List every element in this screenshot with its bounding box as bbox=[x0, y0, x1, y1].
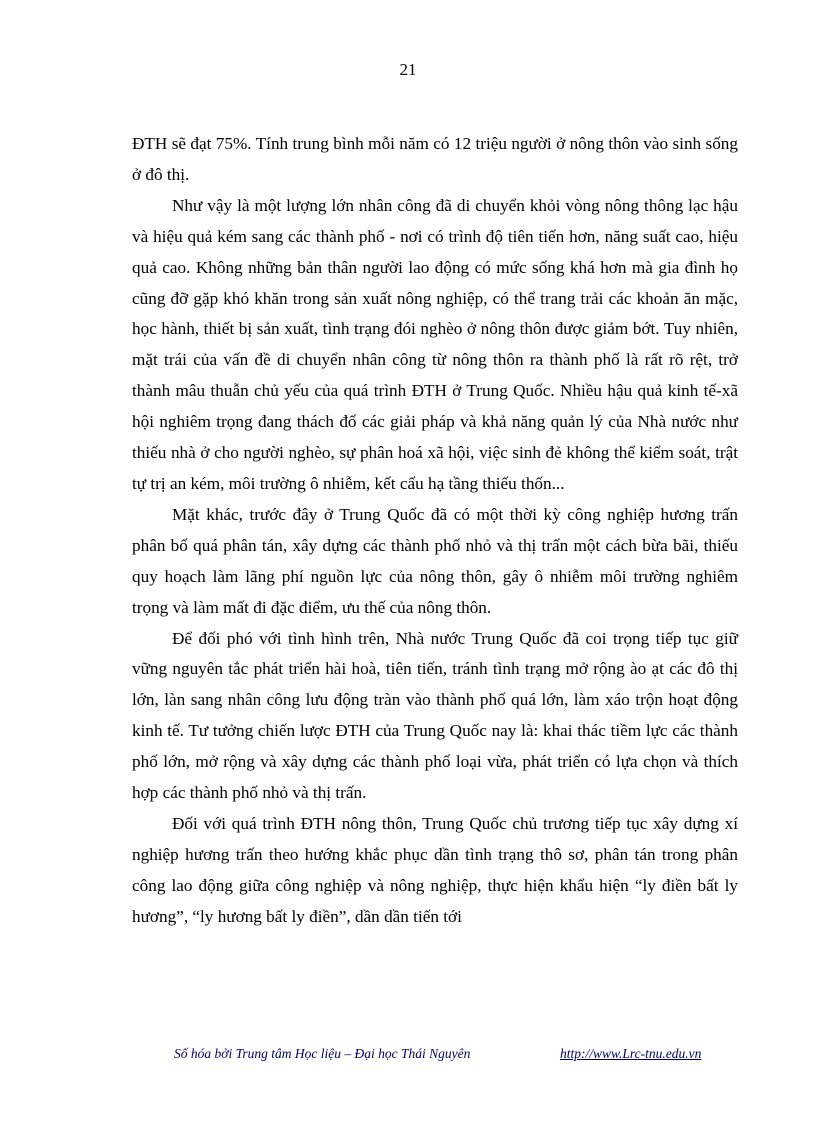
footer-link[interactable]: http://www.Lrc-tnu.edu.vn bbox=[560, 1046, 702, 1061]
paragraph-continuation: ĐTH sẽ đạt 75%. Tính trung bình mỗi năm có 12 triệu người ở nông thôn vào sinh sống ở đô thị. bbox=[132, 134, 738, 184]
page-number: 21 bbox=[399, 60, 417, 79]
paragraph: Như vậy là một lượng lớn nhân công đã di chuyển khỏi vòng nông thông lạc hậu và hiệu quả kém sang các thành phố - nơi có trình độ tiên tiến hơn, năng suất cao, hiệu quả cao. Không những bản thân người lao động có mức sống khá hơn mà gia đình họ cũng đỡ gặp khó khăn trong sản xuất nông nghiệp, có thể trang trải các khoản ăn mặc, học hành, thiết bị sản xuất, tình trạng đói nghèo ở nông thôn được giảm bớt. Tuy nhiên, mặt trái của vấn đề di chuyển nhân công từ nông thôn ra thành phố là rất rõ rệt, trở thành mâu thuẫn chủ yếu của quá trình ĐTH ở Trung Quốc. Nhiều hậu quả kinh tế-xã hội nghiêm trọng đang thách đố các giải pháp và khả năng quản lý của Nhà nước như thiếu nhà ở cho người nghèo, sự phân hoá xã hội, việc sinh đẻ không thể kiểm soát, trật tự trị an kém, môi trường ô nhiễm, kết cấu hạ tầng thiếu thốn... bbox=[132, 195, 738, 493]
footer-credit: Số hóa bởi Trung tâm Học liệu – Đại học Thái Nguyên bbox=[174, 1046, 471, 1061]
body-text bbox=[132, 129, 738, 933]
paragraph: Đối với quá trình ĐTH nông thôn, Trung Quốc chủ trương tiếp tục xây dựng xí nghiệp hương trấn theo hướng khắc phục dần tình trạng thô sơ, phân tán trong phân công lao động giữa công nghiệp và nông nghiệp, thực hiện khẩu hiện “ly điền bất ly hương”, “ly hương bất ly điền”, dần dần tiến tới bbox=[132, 813, 738, 926]
paragraph: Để đối phó với tình hình trên, Nhà nước Trung Quốc đã coi trọng tiếp tục giữ vững nguyên tắc phát triển hài hoà, tiên tiến, tránh tình trạng mở rộng ào ạt các đô thị lớn, làn sang nhân công lưu động tràn vào thành phố quá lớn, làm xáo trộn hoạt động kinh tế. Tư tưởng chiến lược ĐTH của Trung Quốc nay là: khai thác tiềm lực các thành phố lớn, mở rộng và xây dựng các thành phố loại vừa, phát triển có lựa chọn và thích hợp các thành phố nhỏ và thị trấn. bbox=[132, 628, 738, 803]
paragraph: Mặt khác, trước đây ở Trung Quốc đã có một thời kỳ công nghiệp hương trấn phân bố quá phân tán, xây dựng các thành phố nhỏ và thị trấn một cách bừa bãi, thiếu quy hoạch làm lãng phí nguồn lực của nông thôn, gây ô nhiễm môi trường nghiêm trọng và làm mất đi đặc điểm, ưu thế của nông thôn. bbox=[132, 504, 738, 617]
page-footer bbox=[0, 1046, 816, 1066]
